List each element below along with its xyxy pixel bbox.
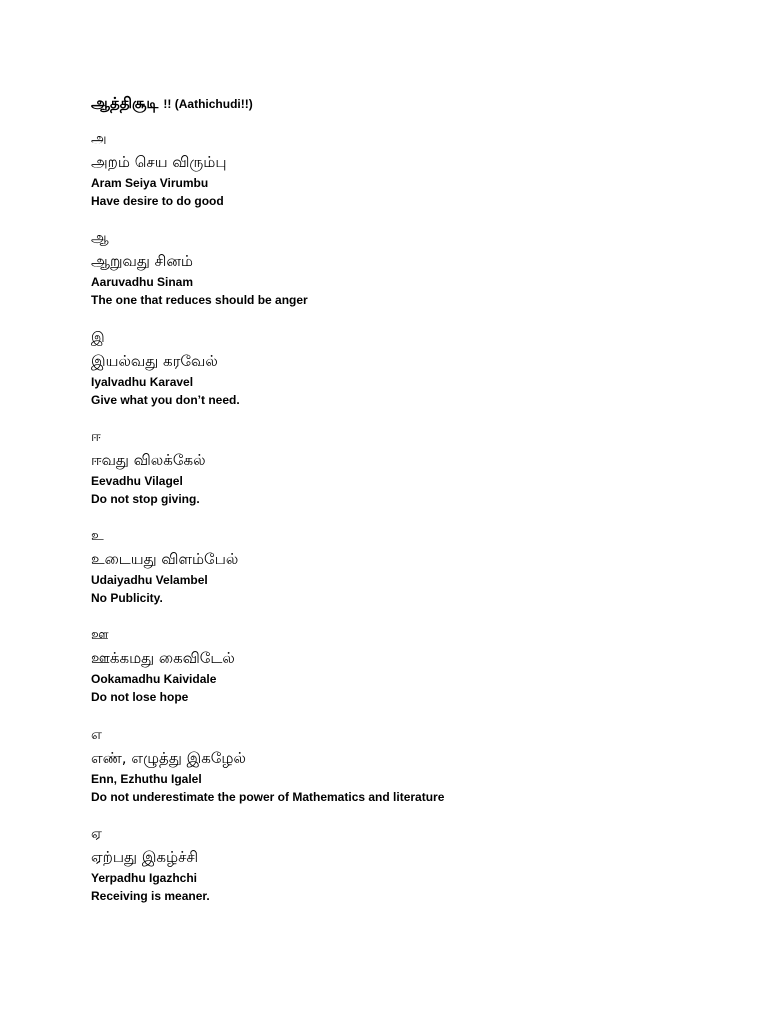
verse-transliteration: Aaruvadhu Sinam — [91, 275, 194, 290]
verse-tamil: ஆறுவது சினம் — [91, 252, 194, 271]
verse-meaning: Do not stop giving. — [91, 491, 200, 506]
verse-8 — [91, 823, 444, 922]
verse-meaning: No Publicity. — [91, 591, 163, 606]
verse-tamil: உடையது விளம்பேல் — [91, 550, 239, 569]
verse-transliteration: Eevadhu Vilagel — [91, 473, 183, 488]
verse-meaning: Receiving is meaner. — [91, 889, 210, 904]
verse-5 — [91, 525, 444, 624]
verse-meaning: The one that reduces should be anger — [91, 293, 308, 308]
verse-tamil: எண், எழுத்து இகழேல் — [91, 748, 246, 767]
verse-letter: உ — [91, 528, 104, 545]
verse-letter: அ — [91, 131, 107, 147]
verse-tamil: ஈவது விலக்கேல் — [91, 450, 206, 469]
verse-transliteration: Aram Seiya Virumbu — [91, 176, 209, 190]
verse-letter: ஈ — [91, 428, 101, 445]
verse-transliteration: Iyalvadhu Karavel — [91, 374, 194, 389]
page-title — [91, 92, 731, 114]
verse-2 — [91, 227, 444, 326]
title-tamil: ஆத்திசூடி — [91, 94, 159, 112]
verse-letter: எ — [91, 726, 102, 743]
verse-transliteration: Ookamadhu Kaividale — [91, 672, 217, 687]
verse-3 — [91, 327, 444, 426]
verse-letter: ஏ — [91, 826, 102, 843]
verse-tamil: அறம் செய விரும்பு — [91, 153, 227, 171]
verse-tamil: ஏற்பது இகழ்ச்சி — [91, 848, 199, 867]
verse-4 — [91, 426, 444, 525]
verse-tamil: ஊக்கமது கைவிடேல் — [91, 649, 235, 668]
verse-tamil: இயல்வது கரவேல் — [91, 351, 218, 370]
title-latin: !! (Aathichudi!!) — [163, 97, 253, 111]
verse-meaning: Do not underestimate the power of Mathematics and literature — [91, 789, 445, 804]
verse-letter: இ — [91, 329, 105, 346]
verse-6 — [91, 624, 444, 723]
verse-list — [91, 128, 444, 922]
verse-transliteration: Yerpadhu Igazhchi — [91, 871, 198, 886]
verse-letter: ஊ — [91, 627, 109, 644]
verse-meaning: Do not lose hope — [91, 690, 189, 705]
verse-1 — [91, 128, 444, 227]
verse-transliteration: Udaiyadhu Velambel — [91, 573, 208, 588]
verse-transliteration: Enn, Ezhuthu Igalel — [91, 771, 202, 786]
verse-7 — [91, 724, 444, 823]
verse-letter: ஆ — [91, 230, 109, 247]
document-content — [91, 92, 731, 904]
verse-meaning: Give what you don’t need. — [91, 392, 240, 407]
verse-meaning: Have desire to do good — [91, 194, 224, 208]
